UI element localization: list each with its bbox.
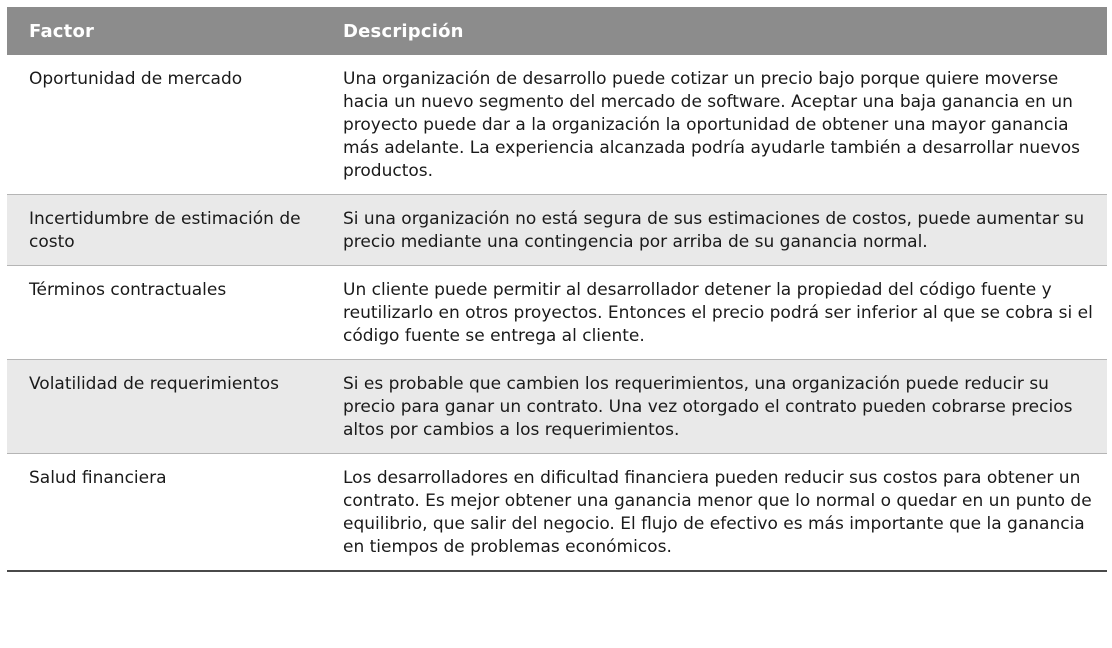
factor-cell: Oportunidad de mercado [7,55,313,195]
pricing-factors-table [7,7,1107,572]
description-cell: Un cliente puede permitir al desarrollador detener la propiedad del código fuente y reutilizarlo en otros proyectos. Entonces el precio podrá ser inferior al que se cobra si el código fuente se entrega al cliente. [313,266,1107,360]
table-body [7,55,1107,571]
table-row [7,266,1107,360]
table-header [7,7,1107,55]
factor-column-header: Factor [7,7,313,55]
factor-cell: Términos contractuales [7,266,313,360]
header-row [7,7,1107,55]
factor-cell: Salud financiera [7,454,313,572]
table-row [7,55,1107,195]
description-cell: Si una organización no está segura de sus estimaciones de costos, puede aumentar su precio mediante una contingencia por arriba de su ganancia normal. [313,195,1107,266]
table-row [7,360,1107,454]
table-row [7,195,1107,266]
pricing-factors-table-container [7,7,1107,572]
description-cell: Los desarrolladores en dificultad financiera pueden reducir sus costos para obtener un contrato. Es mejor obtener una ganancia menor que lo normal o quedar en un punto de equilibrio, que salir del negocio. El flujo de efectivo es más importante que la ganancia en tiempos de problemas económicos. [313,454,1107,572]
description-cell: Si es probable que cambien los requerimientos, una organización puede reducir su precio para ganar un contrato. Una vez otorgado el contrato pueden cobrarse precios altos por cambios a los requerimientos. [313,360,1107,454]
factor-cell: Volatilidad de requerimientos [7,360,313,454]
description-column-header: Descripción [313,7,1107,55]
table-row [7,454,1107,572]
description-cell: Una organización de desarrollo puede cotizar un precio bajo porque quiere moverse hacia un nuevo segmento del mercado de software. Aceptar una baja ganancia en un proyecto puede dar a la organización la oportunidad de obtener una mayor ganancia más adelante. La experiencia alcanzada podría ayudarle también a desarrollar nuevos productos. [313,55,1107,195]
factor-cell: Incertidumbre de estimación de costo [7,195,313,266]
